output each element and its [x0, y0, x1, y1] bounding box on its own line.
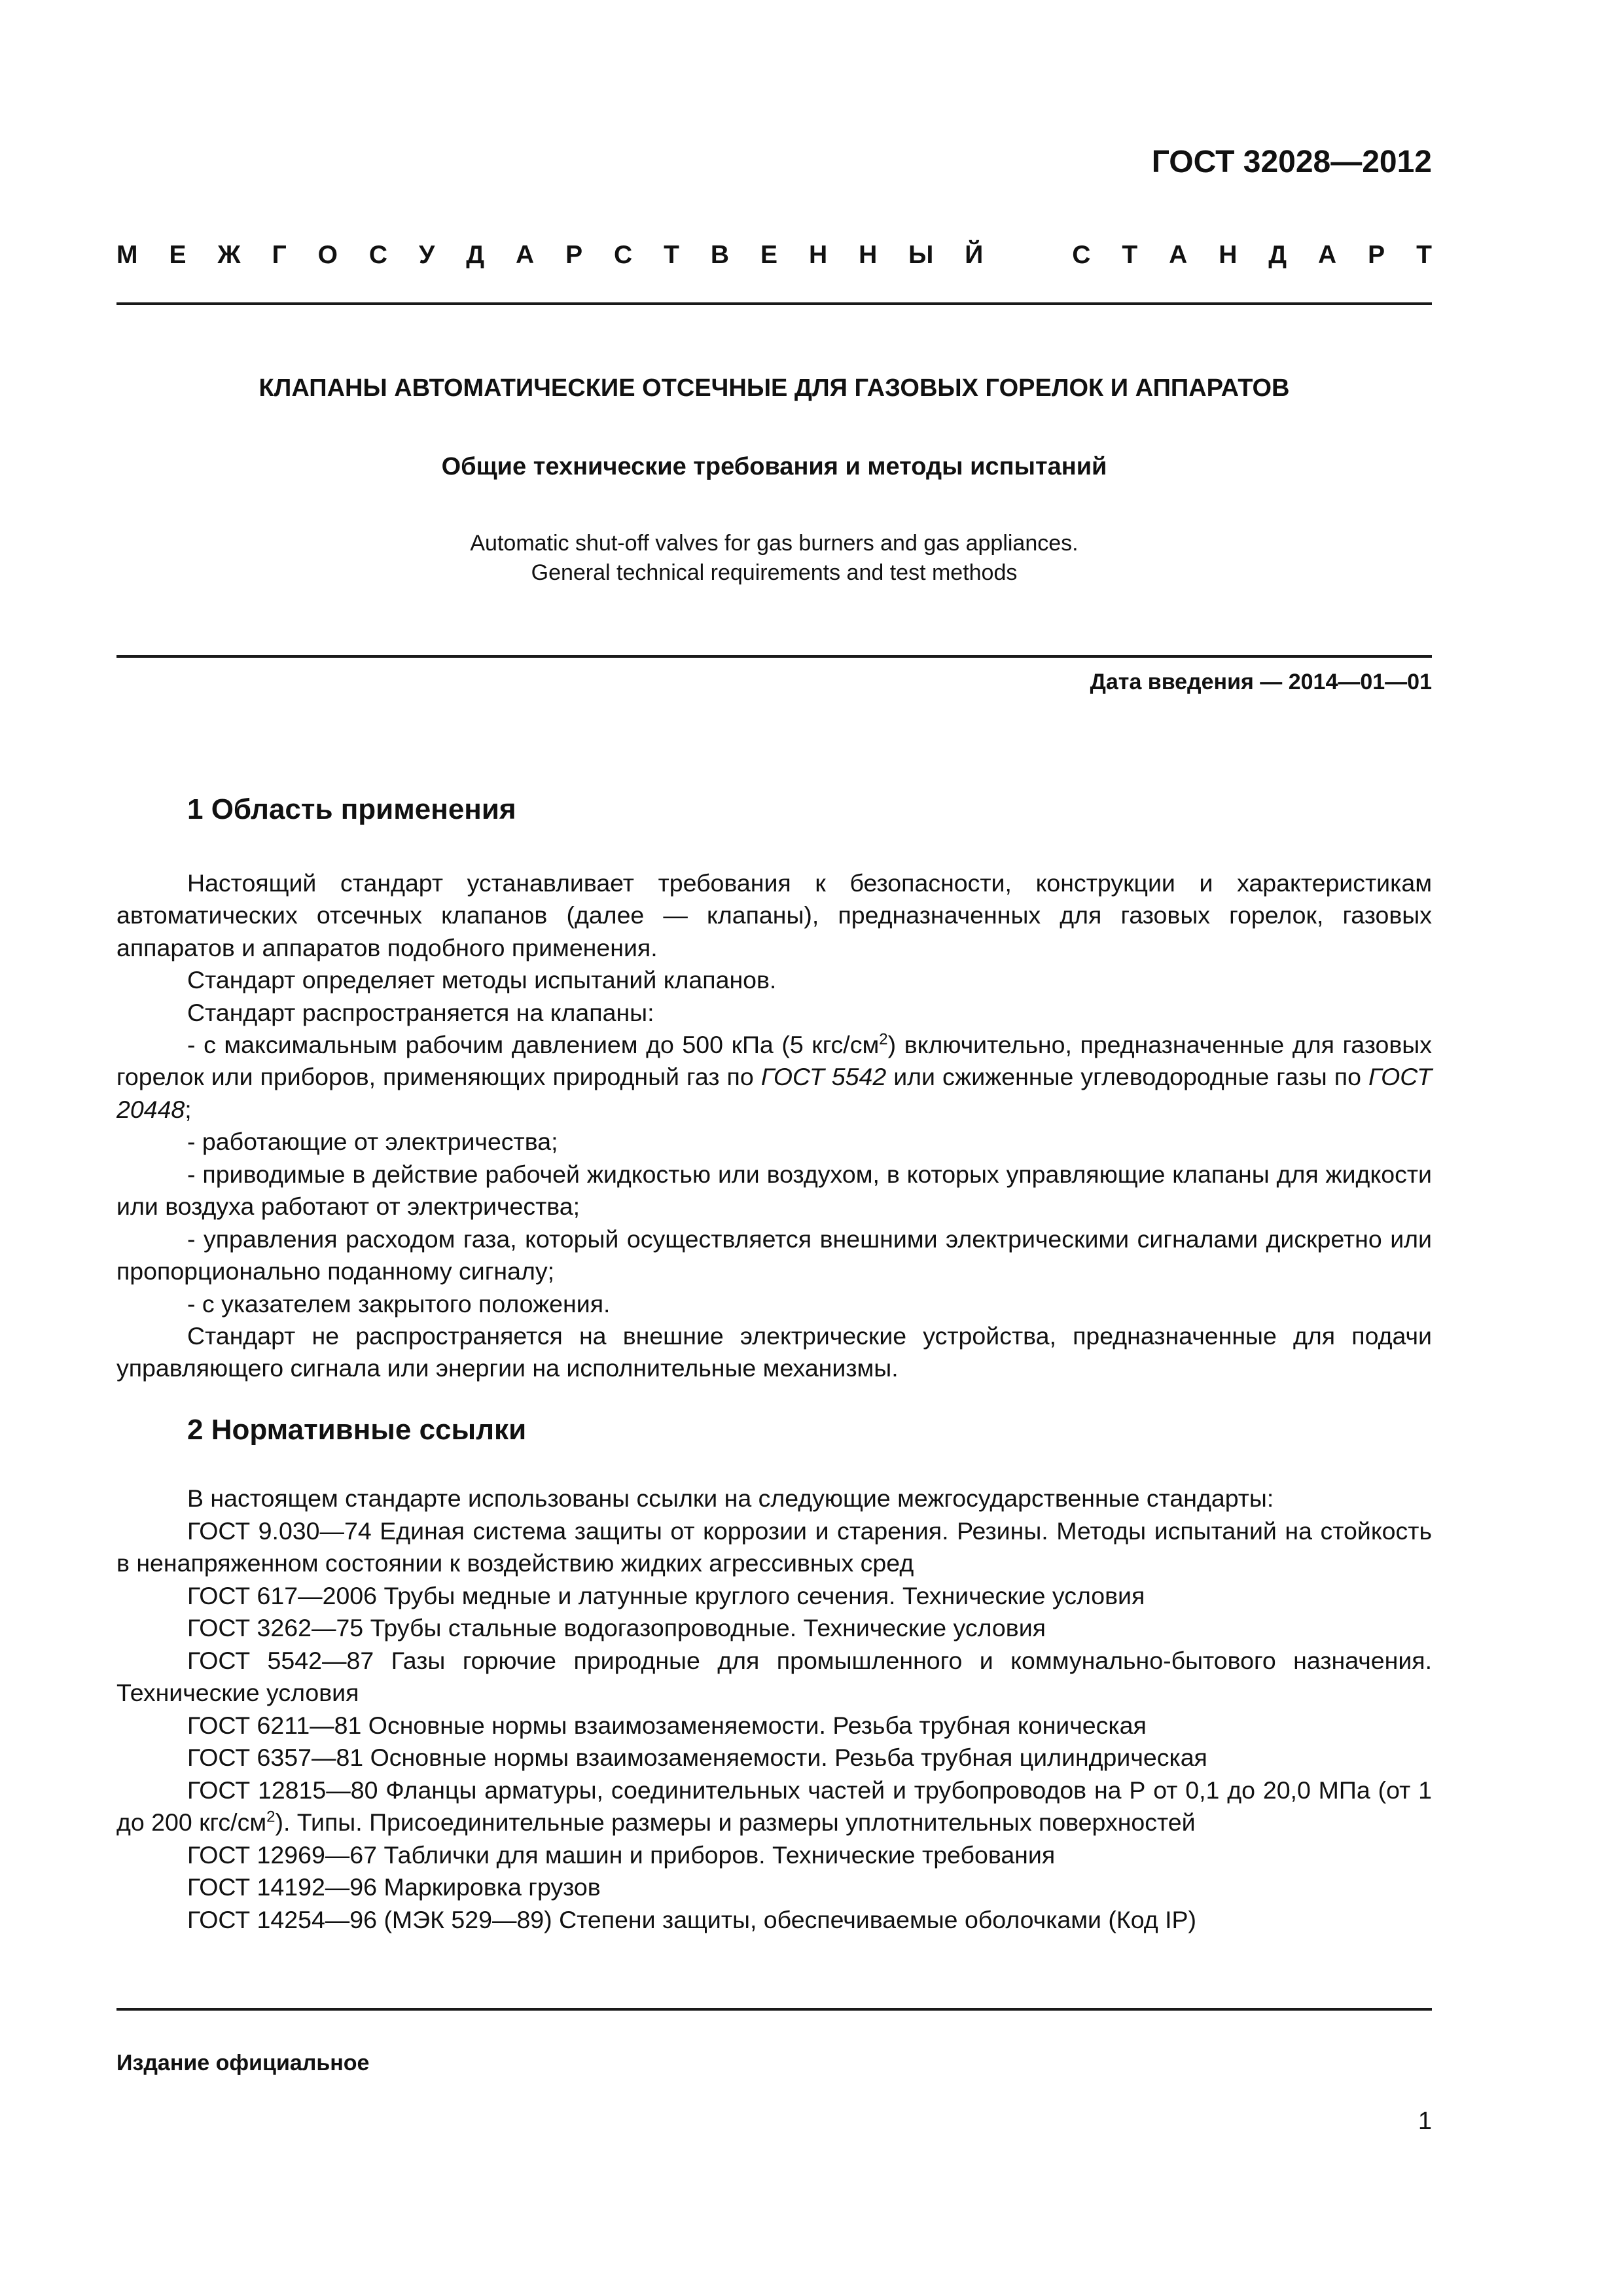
title-letter: Ы: [908, 241, 934, 269]
standard-type-spaced: [116, 241, 1432, 270]
title-letter: Е: [760, 241, 778, 269]
title-letter: В: [710, 241, 730, 269]
section-1-paragraph-2: Стандарт определяет методы испытаний клапанов.: [187, 966, 777, 994]
title-letter: А: [1318, 241, 1337, 269]
title-letter: Т: [664, 241, 679, 269]
reference-item: ГОСТ 12815—80 Фланцы арматуры, соединительных частей и трубопроводов на Р от 0,1 до 20,0 МПа (от 1 до 200 кгс/$см^2$). Типы. Присоединительные размеры и размеры уплотнительных поверхностей: [116, 1776, 1432, 1837]
reference-gost-5542: ГОСТ 5542: [760, 1063, 887, 1091]
reference-item: ГОСТ 617—2006 Трубы медные и латунные круглого сечения. Технические условия: [187, 1582, 1145, 1609]
title-letter: Н: [808, 241, 828, 269]
title-rule: [116, 655, 1432, 658]
title-letter: Г: [272, 241, 287, 269]
page-number: 1: [1418, 2108, 1432, 2135]
title-letter: У: [419, 241, 435, 269]
title-letter: Т: [1122, 241, 1138, 269]
title-letter: С: [1072, 241, 1091, 269]
footer-rule: [116, 2008, 1432, 2011]
title-letter: Н: [1219, 241, 1238, 269]
title-letter: О: [317, 241, 338, 269]
reference-item: ГОСТ 14254—96 (МЭК 529—89) Степени защиты, обеспечиваемые оболочками (Код IP): [187, 1906, 1197, 1933]
title-letter: Р: [565, 241, 583, 269]
title-letter: Н: [859, 241, 878, 269]
section-1-paragraph-1: Настоящий стандарт устанавливает требования к безопасности, конструкции и характеристикам автоматических отсечных клапанов (далее — клапаны), предназначенных для газовых горелок, газовых аппаратов и аппаратов подобного применения.: [116, 869, 1432, 961]
title-letter: Д: [466, 241, 485, 269]
english-title: [116, 529, 1432, 588]
section-2-heading: 2 Нормативные ссылки: [187, 1414, 527, 1446]
section-1-heading: 1 Область применения: [187, 793, 516, 825]
title-letter: Е: [169, 241, 187, 269]
reference-item: ГОСТ 12969—67 Таблички для машин и приборов. Технические требования: [187, 1841, 1056, 1869]
title-letter: Ж: [217, 241, 241, 269]
title-letter: Й: [965, 241, 984, 269]
reference-item: ГОСТ 6357—81 Основные нормы взаимозаменяемости. Резьба трубная цилиндрическая: [187, 1744, 1207, 1771]
section-1-bullet-5: - с указателем закрытого положения.: [187, 1290, 611, 1318]
reference-item: ГОСТ 9.030—74 Единая система защиты от коррозии и старения. Резины. Методы испытаний на стойкость в ненапряженном состоянии к воздействию жидких агрессивных сред: [116, 1517, 1432, 1577]
reference-gost-20448: ГОСТ 20448: [116, 1063, 1433, 1123]
reference-item: ГОСТ 5542—87 Газы горючие природные для промышленного и коммунально-бытового назначения. Технические условия: [116, 1647, 1432, 1707]
section-1-bullet-2: - работающие от электричества;: [187, 1128, 558, 1155]
english-title-line-1: Automatic shut-off valves for gas burners and gas appliances.: [470, 531, 1079, 556]
main-title: КЛАПАНЫ АВТОМАТИЧЕСКИЕ ОТСЕЧНЫЕ ДЛЯ ГАЗОВЫХ ГОРЕЛОК И АППАРАТОВ: [259, 374, 1290, 402]
section-1-bullet-4: - управления расходом газа, который осуществляется внешними электрическими сигналами дискретно или пропорционально поданному сигналу;: [116, 1225, 1432, 1285]
subtitle: Общие технические требования и методы испытаний: [441, 453, 1107, 480]
section-1-bullet-1: - с максимальным рабочим давлением до 500 кПа (5 кгс/$см^2$) включительно, предназначенные для газовых горелок или приборов, применяющих природный газ по ГОСТ 5542 или сжиженные углеводородные газы по ГОСТ 20448;: [116, 1030, 1433, 1123]
reference-item: ГОСТ 14192—96 Маркировка грузов: [187, 1873, 601, 1901]
section-1-bullet-3: - приводимые в действие рабочей жидкостью или воздухом, в которых управляющие клапаны для жидкости или воздуха работают от электричества;: [116, 1160, 1432, 1221]
title-letter: С: [368, 241, 388, 269]
title-letter: С: [614, 241, 633, 269]
title-letter: А: [1169, 241, 1188, 269]
document-id: ГОСТ 32028—2012: [1151, 145, 1432, 179]
section-1-paragraph-4: Стандарт не распространяется на внешние электрические устройства, предназначенные для подачи управляющего сигнала или энергии на исполнительные механизмы.: [116, 1322, 1432, 1382]
top-rule: [116, 302, 1432, 305]
section-1-paragraph-3: Стандарт распространяется на клапаны:: [187, 999, 654, 1026]
section-2-intro: В настоящем стандарте использованы ссылки на следующие межгосударственные стандарты:: [187, 1484, 1274, 1512]
title-letter: М: [116, 241, 138, 269]
reference-item: ГОСТ 6211—81 Основные нормы взаимозаменяемости. Резьба трубная коническая: [187, 1712, 1147, 1739]
title-letter: Р: [1368, 241, 1385, 269]
introduction-date: Дата введения — 2014—01—01: [1090, 670, 1432, 694]
title-letter: Д: [1268, 241, 1287, 269]
english-title-line-2: General technical requirements and test methods: [531, 560, 1018, 585]
title-letter: А: [515, 241, 535, 269]
title-letter: Т: [1416, 241, 1432, 269]
official-edition-label: Издание официальное: [116, 2051, 370, 2075]
word-gap: [1014, 241, 1041, 270]
reference-item: ГОСТ 3262—75 Трубы стальные водогазопроводные. Технические условия: [187, 1614, 1046, 1641]
